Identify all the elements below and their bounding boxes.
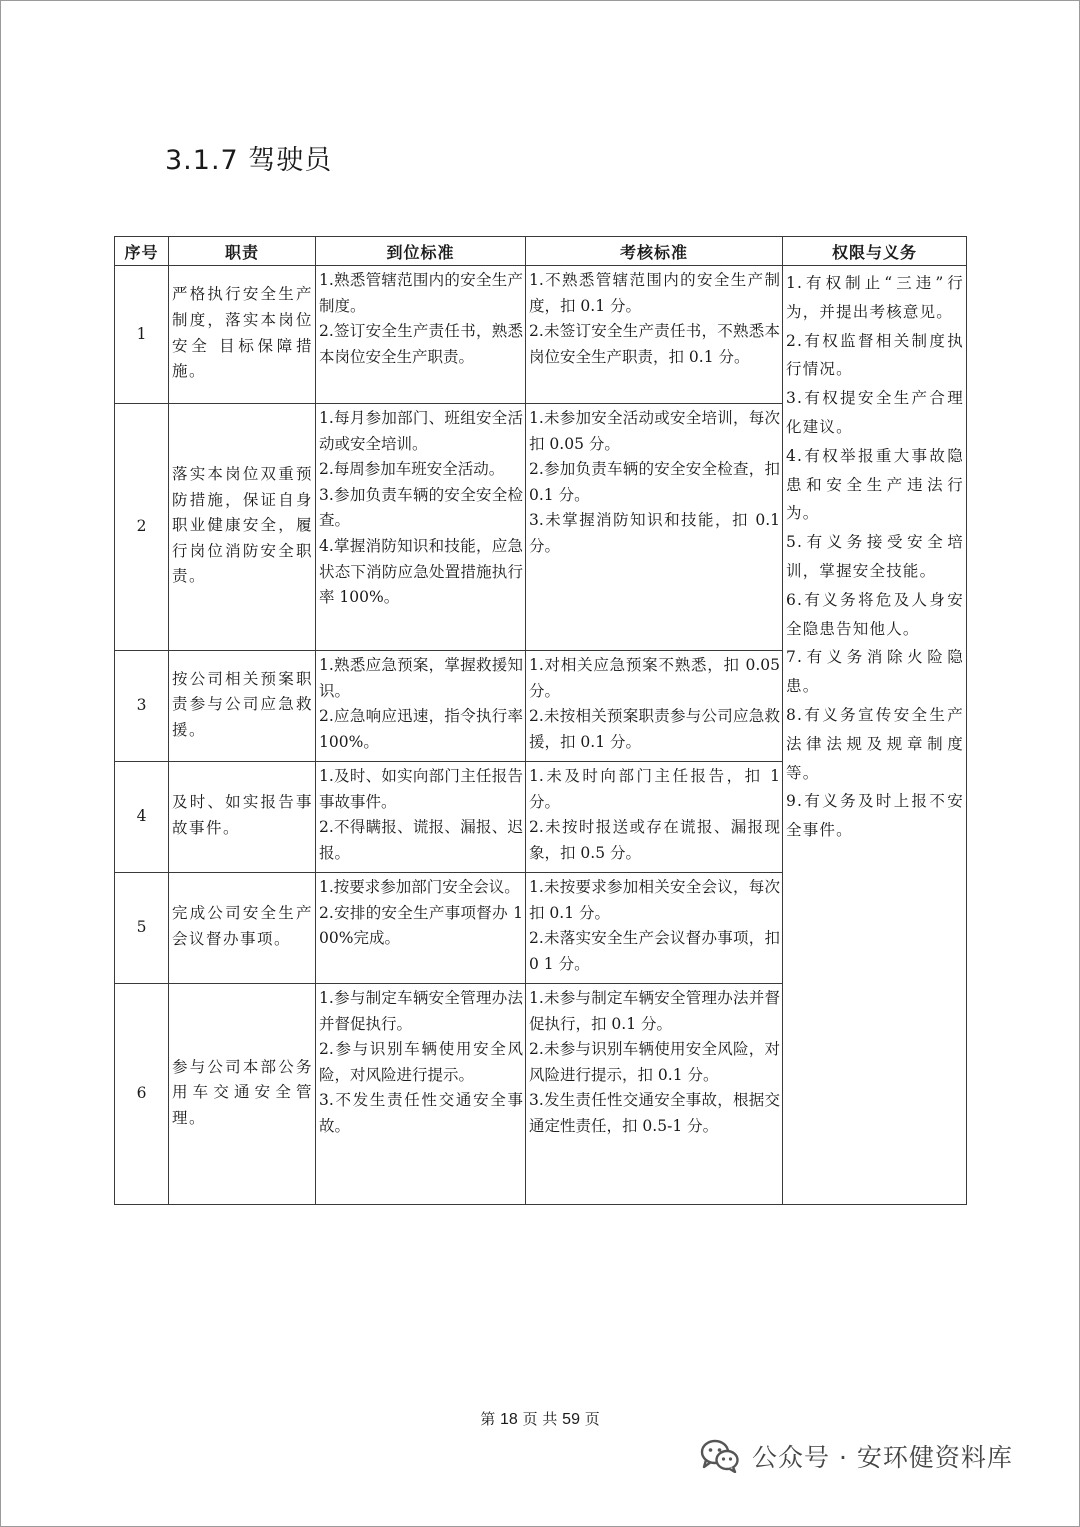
watermark-text: 公众号 · 安环健资料库 bbox=[752, 1443, 1013, 1472]
row-assessment bbox=[526, 404, 783, 651]
standard-item: 2.不得瞒报、谎报、漏报、迟报。 bbox=[319, 818, 523, 862]
footer-page-number: 18 bbox=[500, 1411, 518, 1428]
standard-item: 2.参与识别车辆使用安全风险，对风险进行提示。 bbox=[319, 1040, 523, 1084]
header-rights: 权限与义务 bbox=[783, 237, 967, 266]
row-duty: 按公司相关预案职责参与公司应急救援。 bbox=[169, 651, 316, 762]
rights-item: 8.有义务宣传安全生产法律法规及规章制度等。 bbox=[786, 705, 964, 782]
row-assessment bbox=[526, 762, 783, 873]
assessment-item: 2.未按时报送或存在谎报、漏报现象，扣 0.5 分。 bbox=[529, 818, 780, 862]
footer-total-pages: 59 bbox=[562, 1411, 580, 1428]
rights-item: 5.有义务接受安全培训，掌握安全技能。 bbox=[786, 533, 964, 580]
rights-item: 6.有义务将危及人身安全隐患告知他人。 bbox=[786, 590, 964, 638]
row-seq: 6 bbox=[115, 984, 169, 1205]
row-assessment bbox=[526, 984, 783, 1205]
assessment-item: 2.未按相关预案职责参与公司应急救援，扣 0.1 分。 bbox=[529, 707, 780, 751]
assessment-item: 3.未掌握消防知识和技能，扣 0.1 分。 bbox=[529, 511, 780, 555]
row-assessment bbox=[526, 651, 783, 762]
header-seq: 序号 bbox=[115, 237, 169, 266]
row-seq: 1 bbox=[115, 266, 169, 404]
watermark bbox=[700, 1436, 1013, 1476]
header-assessment: 考核标准 bbox=[526, 237, 783, 266]
assessment-item: 1.不熟悉管辖范围内的安全生产制度，扣 0.1 分。 bbox=[529, 271, 780, 315]
table-header-row bbox=[115, 237, 967, 266]
header-duty: 职责 bbox=[169, 237, 316, 266]
row-seq: 3 bbox=[115, 651, 169, 762]
assessment-item: 1.对相关应急预案不熟悉，扣 0.05 分。 bbox=[529, 656, 780, 700]
section-title: 3.1.7 驾驶员 bbox=[165, 145, 333, 176]
rights-cell bbox=[783, 266, 967, 1205]
standard-item: 2.安排的安全生产事项督办 100%完成。 bbox=[319, 903, 523, 948]
rights-item: 2.有权监督相关制度执行情况。 bbox=[786, 331, 964, 379]
row-standard bbox=[316, 404, 526, 651]
row-seq: 4 bbox=[115, 762, 169, 873]
row-duty: 完成公司安全生产会议督办事项。 bbox=[169, 873, 316, 984]
standard-item: 2.应急响应迅速，指令执行率 100%。 bbox=[319, 707, 523, 751]
standard-item: 3.不发生责任性交通安全事故。 bbox=[319, 1091, 523, 1135]
assessment-item: 2.未参与识别车辆使用安全风险，对风险进行提示，扣 0.1 分。 bbox=[529, 1040, 780, 1084]
table-row bbox=[115, 266, 967, 404]
rights-item: 9.有义务及时上报不安全事件。 bbox=[786, 792, 964, 840]
assessment-item: 1.未参加安全活动或安全培训，每次扣 0.05 分。 bbox=[529, 409, 780, 453]
standard-item: 3.参加负责车辆的安全安全检查。 bbox=[319, 485, 523, 530]
row-standard bbox=[316, 266, 526, 404]
row-assessment bbox=[526, 266, 783, 404]
row-seq: 5 bbox=[115, 873, 169, 984]
standard-item: 1.每月参加部门、班组安全活动或安全培训。 bbox=[319, 409, 523, 453]
assessment-item: 2.未签订安全生产责任书，不熟悉本岗位安全生产职责，扣 0.1 分。 bbox=[529, 322, 780, 366]
header-standard: 到位标准 bbox=[316, 237, 526, 266]
assessment-item: 1.未按要求参加相关安全会议，每次扣 0.1 分。 bbox=[529, 878, 780, 922]
row-duty: 参与公司本部公务用车交通安全管理。 bbox=[169, 984, 316, 1205]
assessment-item: 2.参加负责车辆的安全安全检查，扣 0.1 分。 bbox=[529, 460, 780, 504]
standard-item: 1.熟悉应急预案，掌握救援知识。 bbox=[319, 656, 523, 700]
row-standard bbox=[316, 762, 526, 873]
rights-item: 3.有权提安全生产合理化建议。 bbox=[786, 389, 964, 436]
responsibility-table bbox=[114, 236, 967, 1205]
standard-item: 1.熟悉管辖范围内的安全生产制度。 bbox=[319, 271, 523, 315]
row-duty: 严格执行安全生产制度，落实本岗位安全 目标保障措施。 bbox=[169, 266, 316, 404]
footer-prefix: 第 bbox=[480, 1410, 496, 1428]
footer-suffix: 页 bbox=[584, 1410, 600, 1428]
rights-item: 7.有义务消除火险隐患。 bbox=[786, 648, 964, 696]
standard-item: 1.及时、如实向部门主任报告事故事件。 bbox=[319, 767, 523, 811]
page-footer bbox=[0, 1408, 1080, 1429]
standard-item: 4.掌握消防知识和技能，应急状态下消防应急处置措施执行率 100%。 bbox=[319, 536, 523, 607]
wechat-icon bbox=[700, 1439, 740, 1473]
assessment-item: 1.未及时向部门主任报告，扣 1 分。 bbox=[529, 767, 780, 811]
assessment-item: 3.发生责任性交通安全事故，根据交通定性责任，扣 0.5-1 分。 bbox=[529, 1091, 780, 1135]
row-standard bbox=[316, 873, 526, 984]
row-seq: 2 bbox=[115, 404, 169, 651]
row-assessment bbox=[526, 873, 783, 984]
row-duty: 及时、如实报告事故事件。 bbox=[169, 762, 316, 873]
rights-item: 1.有权制止“三违”行为，并提出考核意见。 bbox=[786, 274, 964, 321]
standard-item: 2.签订安全生产责任书，熟悉本岗位安全生产职责。 bbox=[319, 322, 523, 366]
assessment-item: 2.未落实安全生产会议督办事项，扣 0 1 分。 bbox=[529, 929, 780, 973]
row-standard bbox=[316, 984, 526, 1205]
standard-item: 2.每周参加车班安全活动。 bbox=[319, 460, 505, 479]
row-standard bbox=[316, 651, 526, 762]
rights-item: 4.有权举报重大事故隐患和安全生产违法行为。 bbox=[786, 446, 964, 523]
standard-item: 1.按要求参加部门安全会议。 bbox=[319, 878, 520, 896]
row-duty: 落实本岗位双重预防措施，保证自身职业健康安全，履行岗位消防安全职责。 bbox=[169, 404, 316, 651]
footer-middle: 页 共 bbox=[522, 1410, 558, 1428]
assessment-item: 1.未参与制定车辆安全管理办法并督促执行，扣 0.1 分。 bbox=[529, 989, 780, 1033]
standard-item: 1.参与制定车辆安全管理办法并督促执行。 bbox=[319, 989, 523, 1033]
